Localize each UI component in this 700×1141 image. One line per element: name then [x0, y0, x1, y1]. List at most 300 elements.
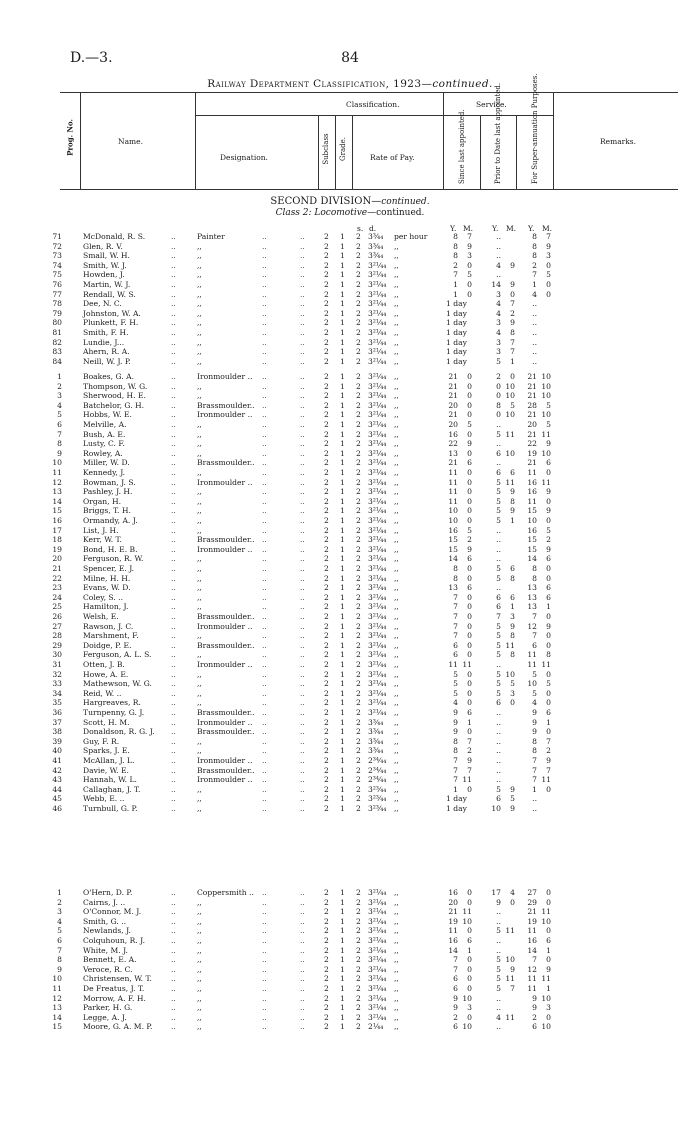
grade: 1	[340, 487, 345, 497]
rate-pence: 3³⁄₄₄	[368, 736, 384, 746]
rate-pence: 3²³⁄₄₄	[368, 794, 387, 804]
rate-period: ,,	[394, 650, 399, 660]
leader-dots: ..	[300, 400, 305, 410]
rate-period: ,,	[394, 372, 399, 381]
since-years: 8	[453, 573, 458, 583]
rule	[516, 115, 517, 189]
prior-months: 4	[510, 888, 515, 897]
leader-dots: ..	[262, 936, 267, 945]
rate-period: ,,	[394, 525, 399, 535]
staff-name: Christensen, W. T.	[83, 974, 152, 984]
prior-years: 3	[496, 318, 501, 328]
grade: 1	[340, 356, 345, 366]
subclass: 2	[324, 660, 329, 669]
rate-shillings: 2	[356, 727, 361, 737]
leader-dots: ..	[262, 974, 267, 984]
prog-no: 15	[52, 506, 62, 516]
designation: ,,	[197, 907, 202, 917]
super-months: 0	[546, 888, 551, 897]
prior-years: 4	[496, 328, 501, 337]
since-months: 11	[462, 660, 472, 669]
grade: 1	[340, 554, 345, 564]
staff-name: Sherwood, H. E.	[83, 391, 146, 401]
rate-shillings: 2	[356, 289, 361, 299]
rate-pence: 3²¹⁄₄₄	[368, 420, 387, 429]
super-years: 16	[527, 477, 537, 487]
rate-shillings: 2	[356, 650, 361, 660]
leader-dots: ..	[171, 1012, 176, 1022]
super-years: 9	[532, 708, 537, 717]
table-row	[0, 708, 700, 718]
prog-no: 2	[57, 381, 62, 391]
since-months: 0	[467, 1012, 472, 1022]
rate-shillings: 2	[356, 525, 361, 535]
subclass: 2	[324, 897, 329, 907]
leader-dots: ..	[300, 1022, 305, 1032]
leader-dots: ..	[300, 746, 305, 756]
prior-years: 17	[491, 888, 501, 897]
rate-pence: 3²¹⁄₄₄	[368, 448, 387, 458]
since-years: 7	[453, 270, 458, 280]
leader-dots: ..	[300, 583, 305, 593]
prog-no: 31	[52, 660, 62, 669]
rate-pence: 3²¹⁄₄₄	[368, 583, 387, 593]
since-months: 6	[467, 708, 472, 717]
since-years: 11	[448, 487, 458, 497]
leader-dots: ..	[262, 621, 267, 631]
prog-no: 37	[52, 717, 62, 727]
since-years: 5	[453, 669, 458, 679]
prog-no: 12	[52, 477, 62, 487]
staff-name: Glen, R. V.	[83, 241, 123, 251]
subclass: 2	[324, 698, 329, 708]
since-years: 2	[453, 260, 458, 270]
leader-dots: ..	[300, 784, 305, 794]
super-years: 1	[532, 784, 537, 794]
super-years: 22	[527, 439, 537, 449]
subclass: 2	[324, 926, 329, 936]
super-months: 6	[546, 592, 551, 602]
since-months: 0	[467, 372, 472, 381]
subclass: 2	[324, 631, 329, 641]
table-row	[0, 516, 700, 526]
table-row	[0, 670, 700, 680]
designation: ,,	[197, 270, 202, 280]
prior-years: 5	[496, 984, 501, 993]
super-months: 7	[546, 765, 551, 775]
since-years: 8	[453, 564, 458, 573]
rate-pence: 3²¹⁄₄₄	[368, 1003, 387, 1013]
prior-years: 5	[496, 487, 501, 497]
grade: 1	[340, 650, 345, 660]
leader-dots: ..	[262, 1022, 267, 1032]
super-months: 5	[546, 400, 551, 410]
leader-dots: ..	[300, 916, 305, 926]
since-years: 16	[448, 936, 458, 945]
class-line-cont: —continued.	[367, 208, 425, 218]
since-months: 0	[467, 573, 472, 583]
grade: 1	[340, 573, 345, 583]
prior-years: ..	[496, 756, 501, 765]
unit-years: Y.	[528, 224, 535, 233]
super-years: ..	[532, 299, 537, 309]
table-row	[0, 506, 700, 516]
table-row	[0, 347, 700, 357]
super-years: 15	[527, 506, 537, 516]
designation: ,,	[197, 299, 202, 309]
staff-name: Small, W. H.	[83, 251, 130, 261]
leader-dots: ..	[262, 794, 267, 804]
rate-period: ,,	[394, 679, 399, 689]
rate-period: ,,	[394, 516, 399, 525]
table-row	[0, 328, 700, 338]
super-years: ..	[532, 356, 537, 366]
leader-dots: ..	[300, 356, 305, 366]
since-months: 0	[467, 784, 472, 794]
rate-period: ,,	[394, 669, 399, 679]
prior-years: 5	[496, 640, 501, 650]
prior-years: 5	[496, 688, 501, 698]
prog-no: 20	[52, 554, 62, 564]
rate-pence: 3²¹⁄₄₄	[368, 640, 387, 650]
leader-dots: ..	[262, 756, 267, 765]
leader-dots: ..	[171, 251, 176, 261]
rate-pence: 3²¹⁄₄₄	[368, 592, 387, 602]
prog-no: 6	[57, 936, 62, 945]
leader-dots: ..	[171, 583, 176, 593]
subclass: 2	[324, 496, 329, 506]
table-row	[0, 804, 700, 814]
since-months: 6	[467, 554, 472, 564]
table-row	[0, 955, 700, 965]
leader-dots: ..	[300, 964, 305, 974]
leader-dots: ..	[171, 640, 176, 650]
grade: 1	[340, 516, 345, 525]
table-row	[0, 545, 700, 555]
prior-years: 6	[496, 794, 501, 804]
rate-period: ,,	[394, 955, 399, 965]
rate-period: ,,	[394, 775, 399, 785]
prior-years: 4	[496, 1012, 501, 1022]
leader-dots: ..	[171, 794, 176, 804]
prior-years: 5	[496, 621, 501, 631]
super-months: 0	[546, 631, 551, 641]
designation: Brassmoulder..	[197, 727, 255, 737]
subclass: 2	[324, 907, 329, 917]
grade: 1	[340, 964, 345, 974]
super-months: 0	[546, 727, 551, 737]
rate-pence: 3²¹⁄₄₄	[368, 888, 387, 897]
grade: 1	[340, 1003, 345, 1013]
subclass: 2	[324, 612, 329, 621]
prog-no: 8	[57, 955, 62, 965]
prior-years: ..	[496, 232, 501, 241]
staff-name: Lusty, C. F.	[83, 439, 125, 449]
designation: ,,	[197, 794, 202, 804]
leader-dots: ..	[171, 1022, 176, 1032]
prog-no: 34	[52, 688, 62, 698]
grade: 1	[340, 506, 345, 516]
prior-years: ..	[496, 439, 501, 449]
since-years: 7	[453, 602, 458, 612]
leader-dots: ..	[300, 688, 305, 698]
designation: ,,	[197, 679, 202, 689]
table-row	[0, 299, 700, 309]
since-years: 6	[453, 640, 458, 650]
prog-no: 13	[52, 1003, 62, 1013]
leader-dots: ..	[262, 337, 267, 347]
col-prior: Prior to Date last appointed.	[494, 82, 502, 184]
prior-months: 0	[510, 372, 515, 381]
col-designation: Designation.	[220, 153, 268, 162]
leader-dots: ..	[300, 496, 305, 506]
prior-months: 2	[510, 308, 515, 318]
rate-pence: 3²¹⁄₄₄	[368, 525, 387, 535]
table-row	[0, 737, 700, 747]
super-years: 19	[527, 916, 537, 926]
subclass: 2	[324, 592, 329, 602]
section-title-cont: continued.	[381, 197, 430, 207]
prior-months: 9	[510, 621, 515, 631]
rate-pence: 3²¹⁄₄₄	[368, 308, 387, 318]
leader-dots: ..	[300, 621, 305, 631]
super-months: 1	[546, 717, 551, 727]
prior-years: 5	[496, 974, 501, 984]
since-months: 7	[467, 736, 472, 746]
since-months: 10	[462, 916, 472, 926]
leader-dots: ..	[300, 804, 305, 813]
subclass: 2	[324, 356, 329, 366]
leader-dots: ..	[300, 775, 305, 785]
since-years: 2	[453, 1012, 458, 1022]
rate-shillings: 2	[356, 1012, 361, 1022]
leader-dots: ..	[262, 602, 267, 612]
leader-dots: ..	[262, 660, 267, 669]
leader-dots: ..	[262, 439, 267, 449]
since-months: 2	[467, 535, 472, 545]
subclass: 2	[324, 756, 329, 765]
table-row	[0, 382, 700, 392]
rate-pence: 3²¹⁄₄₄	[368, 964, 387, 974]
leader-dots: ..	[262, 736, 267, 746]
rate-period: ,,	[394, 974, 399, 984]
rate-shillings: 2	[356, 573, 361, 583]
unit-months: M.	[506, 224, 517, 233]
leader-dots: ..	[171, 270, 176, 280]
since-years: 7	[453, 621, 458, 631]
super-years: 9	[532, 717, 537, 727]
leader-dots: ..	[300, 888, 305, 897]
rate-pence: 3²¹⁄₄₄	[368, 477, 387, 487]
rate-pence: 3²¹⁄₄₄	[368, 897, 387, 907]
grade: 1	[340, 400, 345, 410]
prior-months: 1	[510, 356, 515, 366]
staff-name: Ferguson, R. W.	[83, 554, 144, 564]
leader-dots: ..	[300, 936, 305, 945]
leader-dots: ..	[300, 391, 305, 401]
prior-years: 5	[496, 506, 501, 516]
leader-dots: ..	[300, 984, 305, 993]
rate-shillings: 2	[356, 955, 361, 965]
leader-dots: ..	[171, 458, 176, 468]
since-years: 1 day	[446, 308, 467, 318]
prior-years: ..	[496, 241, 501, 251]
super-months: 5	[546, 270, 551, 280]
grade: 1	[340, 308, 345, 318]
subclass: 2	[324, 669, 329, 679]
grade: 1	[340, 592, 345, 602]
staff-name: Ormandy, A. J.	[83, 516, 138, 525]
table-row	[0, 478, 700, 488]
since-years: 20	[448, 420, 458, 429]
leader-dots: ..	[262, 251, 267, 261]
prog-no: 84	[52, 356, 62, 366]
table-row	[0, 564, 700, 574]
leader-dots: ..	[300, 429, 305, 439]
rate-shillings: 2	[356, 621, 361, 631]
since-years: 11	[448, 468, 458, 477]
leader-dots: ..	[262, 1012, 267, 1022]
subclass: 2	[324, 391, 329, 401]
leader-dots: ..	[262, 477, 267, 487]
since-years: 1 day	[446, 337, 467, 347]
super-months: 0	[546, 496, 551, 506]
prior-months: 8	[510, 573, 515, 583]
subclass: 2	[324, 328, 329, 337]
rate-period: ,,	[394, 888, 399, 897]
leader-dots: ..	[262, 650, 267, 660]
staff-name: Johnston, W. A.	[83, 308, 141, 318]
since-years: 11	[448, 926, 458, 936]
designation: ,,	[197, 318, 202, 328]
prog-no: 7	[57, 429, 62, 439]
since-months: 6	[467, 458, 472, 468]
rate-shillings: 2	[356, 356, 361, 366]
rate-shillings: 2	[356, 784, 361, 794]
since-years: 6	[453, 974, 458, 984]
rate-pence: 3³⁄₄₄	[368, 232, 384, 241]
rate-pence: 3²¹⁄₄₄	[368, 458, 387, 468]
table-row	[0, 338, 700, 348]
leader-dots: ..	[262, 448, 267, 458]
rate-shillings: 2	[356, 964, 361, 974]
subclass: 2	[324, 945, 329, 955]
designation: ,,	[197, 506, 202, 516]
staff-name: Marshment, F.	[83, 631, 139, 641]
rate-pence: 3²¹⁄₄₄	[368, 631, 387, 641]
rate-pence: 3²¹⁄₄₄	[368, 926, 387, 936]
rate-period: per hour	[394, 232, 428, 241]
designation: ,,	[197, 429, 202, 439]
designation: Painter	[197, 232, 225, 241]
prior-years: ..	[496, 746, 501, 756]
leader-dots: ..	[171, 347, 176, 357]
prior-months: 11	[505, 477, 515, 487]
super-months: 0	[546, 669, 551, 679]
prior-years: 6	[496, 448, 501, 458]
leader-dots: ..	[300, 328, 305, 337]
designation: ,,	[197, 496, 202, 506]
grade: 1	[340, 1022, 345, 1032]
table-row	[0, 357, 700, 367]
leader-dots: ..	[171, 391, 176, 401]
prior-years: ..	[496, 916, 501, 926]
super-years: 11	[527, 468, 537, 477]
super-years: 9	[532, 727, 537, 737]
leader-dots: ..	[171, 736, 176, 746]
rate-shillings: 2	[356, 458, 361, 468]
since-months: 9	[467, 439, 472, 449]
leader-dots: ..	[171, 727, 176, 737]
leader-dots: ..	[171, 708, 176, 717]
super-months: 0	[546, 897, 551, 907]
leader-dots: ..	[300, 660, 305, 669]
prior-years: 5	[496, 926, 501, 936]
leader-dots: ..	[171, 688, 176, 698]
designation: Brassmoulder..	[197, 458, 255, 468]
leader-dots: ..	[171, 888, 176, 897]
leader-dots: ..	[262, 907, 267, 917]
rate-period: ,,	[394, 602, 399, 612]
subclass: 2	[324, 468, 329, 477]
table-row	[0, 641, 700, 651]
prog-no: 35	[52, 698, 62, 708]
rate-period: ,,	[394, 328, 399, 337]
prior-months: 3	[510, 612, 515, 621]
subclass: 2	[324, 650, 329, 660]
rule	[443, 93, 444, 189]
rate-pence: 3²¹⁄₄₄	[368, 660, 387, 669]
grade: 1	[340, 468, 345, 477]
since-years: 7	[453, 592, 458, 602]
staff-name: Rawson, J. C.	[83, 621, 134, 631]
prog-no: 1	[57, 888, 62, 897]
leader-dots: ..	[300, 270, 305, 280]
prior-years: 5	[496, 631, 501, 641]
grade: 1	[340, 756, 345, 765]
super-years: ..	[532, 794, 537, 804]
rate-pence: 3²¹⁄₄₄	[368, 347, 387, 357]
since-years: 13	[448, 448, 458, 458]
super-years: ..	[532, 804, 537, 813]
table-row	[0, 242, 700, 252]
staff-name: Morrow, A. F. H.	[83, 993, 146, 1003]
leader-dots: ..	[300, 907, 305, 917]
subclass: 2	[324, 318, 329, 328]
super-years: 5	[532, 669, 537, 679]
grade: 1	[340, 888, 345, 897]
designation: Ironmoulder ..	[197, 717, 253, 727]
super-years: 9	[532, 1003, 537, 1013]
leader-dots: ..	[262, 727, 267, 737]
grade: 1	[340, 612, 345, 621]
subclass: 2	[324, 974, 329, 984]
table-row	[0, 727, 700, 737]
subclass: 2	[324, 289, 329, 299]
subclass: 2	[324, 1003, 329, 1013]
grade: 1	[340, 727, 345, 737]
leader-dots: ..	[300, 439, 305, 449]
designation: ,,	[197, 926, 202, 936]
leader-dots: ..	[300, 318, 305, 328]
since-years: 16	[448, 888, 458, 897]
prior-months: 9	[510, 784, 515, 794]
since-years: 7	[453, 631, 458, 641]
super-years: ..	[532, 328, 537, 337]
rate-shillings: 2	[356, 241, 361, 251]
leader-dots: ..	[262, 698, 267, 708]
leader-dots: ..	[171, 746, 176, 756]
